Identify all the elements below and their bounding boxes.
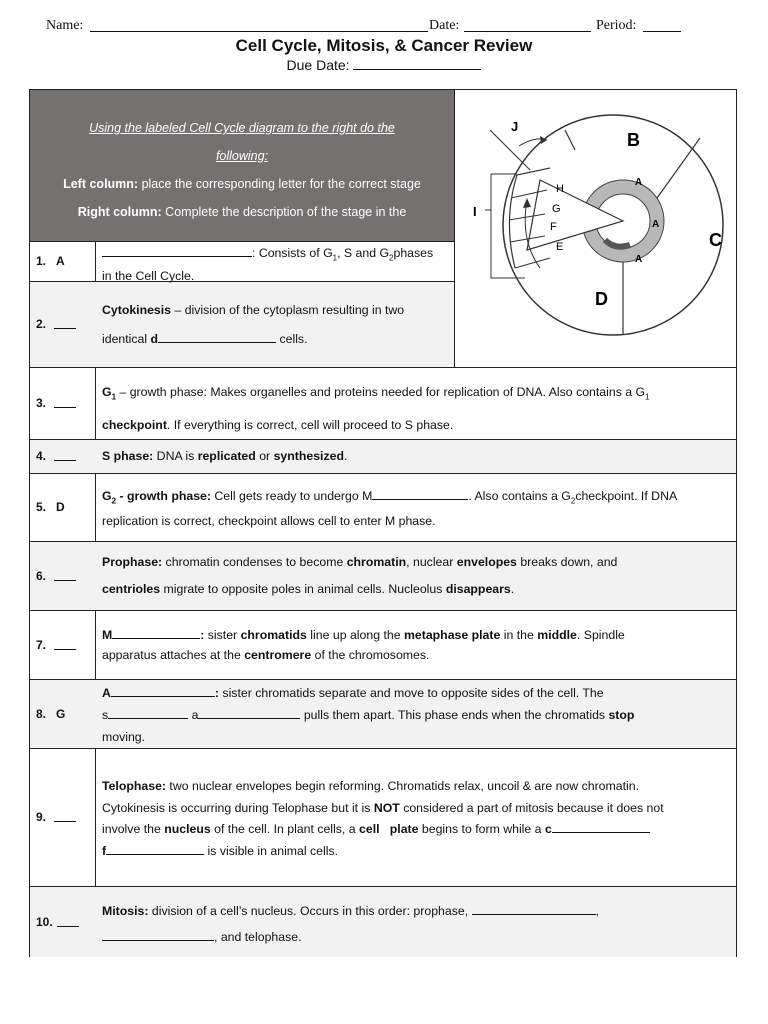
instructions-line2: following: xyxy=(215,149,269,163)
label-d: D xyxy=(595,289,608,309)
row-8-description: A : sister chromatids separate and move to opposite sides of the cell. The s a pulls them apart. This phase ends when the chromatids stop moving. xyxy=(102,686,635,744)
label-h: H xyxy=(556,183,564,195)
divider-b xyxy=(565,130,575,150)
row-6-description: Prophase: chromatin condenses to become chromatin, nuclear envelopes breaks down, and centrioles migrate to opposite poles in animal cells. Nucleolus disappears. xyxy=(102,555,618,596)
label-j: J xyxy=(511,119,519,134)
row-1-description: : Consists of $G_1$, S and $G_2phases$ in the Cell Cycle. xyxy=(102,246,434,284)
row-9-description: Telophase: two nuclear envelopes begin reforming. Chromatids relax, uncoil & are now chromatin. Cytokinesis is occurring during Telophase but it is NOT considered a part of mitosis because it does not involve the nucleus of the cell. In plant cells, a cell plate begins to form while a c f is visible in animal cells. xyxy=(102,779,664,858)
row-2-description: Cytokinesis – division of the cytoplasm resulting in two identical d cells. xyxy=(102,303,405,346)
row-7-blank[interactable] xyxy=(112,627,200,639)
cell-cycle-diagram-svg xyxy=(455,90,737,367)
row-7-answer-blank[interactable] xyxy=(54,640,76,650)
left-column-label: Left column: xyxy=(63,177,139,191)
label-c: C xyxy=(709,230,722,250)
period-label: Period: xyxy=(596,18,637,33)
date-label: Date: xyxy=(429,18,460,33)
cell-cycle-diagram xyxy=(455,90,737,367)
row-10-answer-blank[interactable] xyxy=(57,917,79,927)
row-5-description: $G_2$ - growth phase: Cell gets ready to undergo M . Also contains a $G_2checkpoint$. If DNA replication is correct, checkpoint allows cell to enter M phase. xyxy=(102,489,678,529)
row-9-blank-f[interactable] xyxy=(106,843,204,855)
label-b: B xyxy=(627,130,640,150)
left-column-text: place the corresponding letter for the correct stage xyxy=(138,177,421,191)
label-f: F xyxy=(550,221,557,233)
label-a-top: A xyxy=(635,177,643,188)
row-10-description: Mitosis: division of a cell’s nucleus. Occurs in this order: prophase, , , and telophase. xyxy=(102,904,599,944)
instructions-box xyxy=(30,90,454,241)
row-1-answer[interactable]: A xyxy=(56,254,65,268)
row-10-blank-1[interactable] xyxy=(472,903,596,915)
right-column-text: Complete the description of the stage in the xyxy=(161,205,407,219)
row-10-blank-2[interactable] xyxy=(102,929,214,941)
row-3-answer-blank[interactable] xyxy=(54,398,76,408)
due-date-label: Due Date: xyxy=(286,57,350,73)
row-6-answer-blank[interactable] xyxy=(54,571,76,581)
row-9-number: 9. xyxy=(30,748,95,886)
row-9-answer-blank[interactable] xyxy=(54,812,76,822)
instructions-line1: Using the labeled Cell Cycle diagram to the right do the xyxy=(89,121,395,135)
row-5-number: 5. D xyxy=(30,473,95,541)
row-10-number: 10. xyxy=(30,886,95,957)
label-a-bottom: A xyxy=(635,254,643,265)
row-4-number: 4. xyxy=(30,439,95,473)
page-title: Cell Cycle, Mitosis, & Cancer Review xyxy=(235,36,533,55)
row-5-answer[interactable]: D xyxy=(56,500,65,514)
row-5-blank[interactable] xyxy=(372,488,468,500)
right-column-label: Right column: xyxy=(77,205,162,219)
row-1-number: 1. A xyxy=(30,241,95,281)
label-g: G xyxy=(552,203,561,215)
bracket-i xyxy=(491,174,525,278)
row-6-number: 6. xyxy=(30,541,95,610)
pointer-j xyxy=(490,130,530,170)
row-8-answer[interactable]: G xyxy=(56,706,66,721)
row-9-blank-c[interactable] xyxy=(552,821,650,833)
row-1-blank[interactable] xyxy=(102,245,252,257)
row-8-number: 8. G xyxy=(30,679,95,748)
header-line xyxy=(46,18,706,38)
label-i: I xyxy=(473,204,477,219)
label-a-right: A xyxy=(652,219,660,230)
row-8-blank-a2[interactable] xyxy=(198,707,300,719)
due-date-line xyxy=(0,57,768,73)
row-7-description: M : sister chromatids line up along the metaphase plate in the middle. Spindle apparatus attaches at the centromere of the chromosomes. xyxy=(102,628,625,662)
name-label: Name: xyxy=(46,18,84,33)
row-2-number: 2. xyxy=(30,281,95,367)
row-8-blank-s[interactable] xyxy=(108,707,188,719)
review-table xyxy=(29,89,737,957)
label-e: E xyxy=(556,241,564,253)
row-2-answer-blank[interactable] xyxy=(54,319,76,329)
row-2-blank[interactable] xyxy=(158,331,276,343)
due-date-field[interactable] xyxy=(353,57,481,70)
row-4-answer-blank[interactable] xyxy=(54,451,76,461)
row-3-number: 3. xyxy=(30,367,95,439)
row-4-description: S phase: DNA is replicated or synthesized. xyxy=(102,449,348,463)
row-3-description: $G_1$ – growth phase: Makes organelles and proteins needed for replication of DNA. Also contains a $G_1$ checkpoint. If everything is correct, cell will proceed to S phase. xyxy=(102,385,650,433)
row-7-number: 7. xyxy=(30,610,95,679)
row-8-blank-a[interactable] xyxy=(111,685,215,697)
